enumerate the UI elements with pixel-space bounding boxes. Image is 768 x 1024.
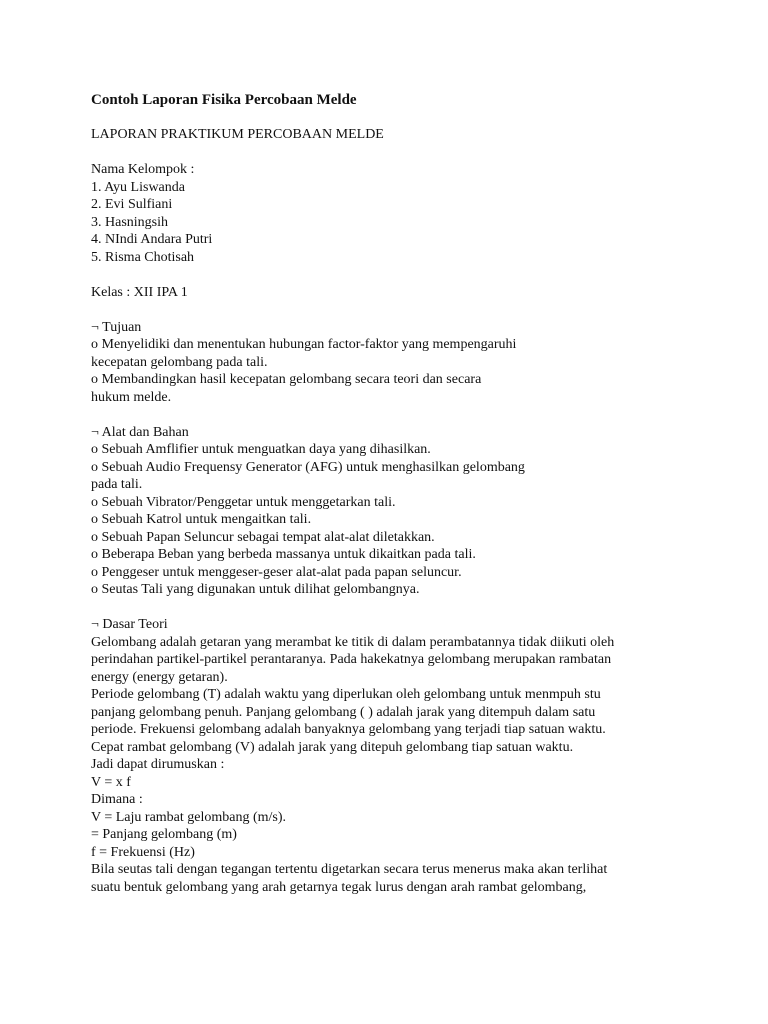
tujuan-line: o Membandingkan hasil kecepatan gelombang secara teori dan secara bbox=[91, 372, 482, 387]
alat-line: o Sebuah Papan Seluncur sebagai tempat alat-alat diletakkan. bbox=[91, 529, 435, 545]
tujuan-line: hukum melde. bbox=[91, 389, 172, 405]
spacer bbox=[91, 406, 691, 424]
variable-definition: = Panjang gelombang (m) bbox=[91, 827, 237, 842]
spacer bbox=[91, 301, 691, 319]
document-title: Contoh Laporan Fisika Percobaan Melde bbox=[91, 92, 357, 108]
tujuan-line: o Menyelidiki dan menentukan hubungan factor-faktor yang mempengaruhi bbox=[91, 337, 517, 352]
dasar-line: Cepat rambat gelombang (V) adalah jarak yang ditepuh gelombang tiap satuan waktu. bbox=[91, 739, 574, 755]
document-page bbox=[91, 91, 691, 896]
alat-line: o Sebuah Vibrator/Penggetar untuk menggetarkan tali. bbox=[91, 494, 396, 510]
dasar-line: Jadi dapat dirumuskan : bbox=[91, 757, 225, 772]
alat-line: o Sebuah Katrol untuk mengaitkan tali. bbox=[91, 512, 312, 527]
spacer bbox=[91, 599, 691, 617]
alat-line: o Sebuah Audio Frequensy Generator (AFG) untuk menghasilkan gelombang bbox=[91, 459, 525, 475]
alat-heading: ¬ Alat dan Bahan bbox=[91, 424, 189, 440]
variable-definition: f = Frekuensi (Hz) bbox=[91, 844, 195, 860]
dasar-line: Bila seutas tali dengan tegangan tertentu digetarkan secara terus menerus maka akan terlihat bbox=[91, 862, 608, 877]
dasar-line: periode. Frekuensi gelombang adalah banyaknya gelombang yang terjadi tiap satuan waktu. bbox=[91, 722, 606, 737]
spacer bbox=[91, 109, 691, 126]
group-member: 2. Evi Sulfiani bbox=[91, 197, 173, 212]
alat-line: o Penggeser untuk menggeser-geser alat-alat pada papan seluncur. bbox=[91, 564, 462, 580]
group-member: 5. Risma Chotisah bbox=[91, 249, 195, 265]
tujuan-heading: ¬ Tujuan bbox=[91, 319, 142, 335]
alat-line: o Sebuah Amflifier untuk menguatkan daya yang dihasilkan. bbox=[91, 442, 431, 457]
dasar-heading: ¬ Dasar Teori bbox=[91, 617, 168, 632]
alat-line: o Beberapa Beban yang berbeda massanya untuk dikaitkan pada tali. bbox=[91, 547, 476, 562]
group-member: 3. Hasningsih bbox=[91, 214, 168, 230]
spacer bbox=[91, 266, 691, 284]
dasar-line: panjang gelombang penuh. Panjang gelombang ( ) adalah jarak yang ditempuh dalam satu bbox=[91, 704, 596, 720]
dasar-line: perindahan partikel-partikel perantaranya. Pada hakekatnya gelombang merupakan rambatan bbox=[91, 652, 612, 667]
class-line: Kelas : XII IPA 1 bbox=[91, 284, 188, 300]
formula-line: V = x f bbox=[91, 774, 131, 790]
dasar-line: Dimana : bbox=[91, 792, 143, 807]
report-heading: LAPORAN PRAKTIKUM PERCOBAAN MELDE bbox=[91, 127, 384, 142]
dasar-line: suatu bentuk gelombang yang arah getarnya tegak lurus dengan arah rambat gelombang, bbox=[91, 879, 587, 895]
alat-line: pada tali. bbox=[91, 477, 143, 492]
spacer bbox=[91, 144, 691, 162]
group-member: 4. NIndi Andara Putri bbox=[91, 232, 213, 247]
variable-definition: V = Laju rambat gelombang (m/s). bbox=[91, 809, 287, 825]
dasar-line: Gelombang adalah getaran yang merambat ke titik di dalam perambatannya tidak diikuti oleh bbox=[91, 634, 615, 650]
dasar-line: Periode gelombang (T) adalah waktu yang diperlukan oleh gelombang untuk menmpuh stu bbox=[91, 687, 601, 702]
dasar-line: energy (energy getaran). bbox=[91, 669, 228, 685]
alat-line: o Seutas Tali yang digunakan untuk dilihat gelombangnya. bbox=[91, 582, 420, 597]
group-label: Nama Kelompok : bbox=[91, 162, 195, 177]
tujuan-line: kecepatan gelombang pada tali. bbox=[91, 354, 268, 370]
group-member: 1. Ayu Liswanda bbox=[91, 179, 185, 195]
